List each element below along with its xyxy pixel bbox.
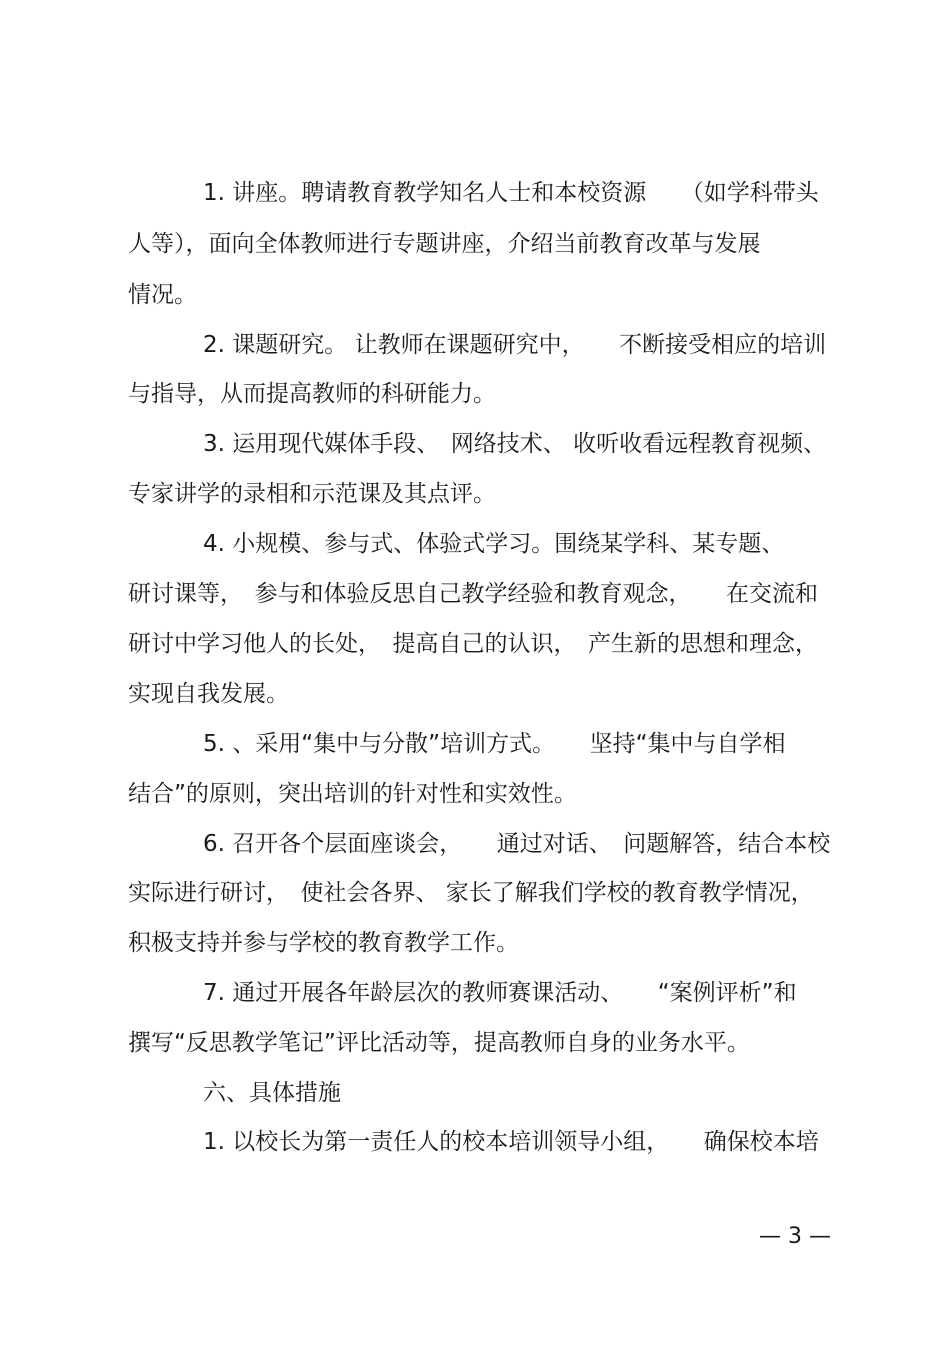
text-line: 研讨中学习他人的长处， 提高自己的认识， 产生新的思想和理念， [128,631,818,657]
section-heading: 六、具体措施 [203,1080,341,1106]
text-line: 专家讲学的录相和示范课及其点评。 [128,481,496,507]
text-line: 情况。 [128,282,197,308]
text-line: 人等），面向全体教师进行专题讲座，介绍当前教育改革与发展 [128,231,761,257]
text-line: 5. 、采用“集中与分散”培训方式。 坚持“集中与自学相 [203,731,786,757]
text-line: 研讨课等， 参与和体验反思自己教学经验和教育观念， 在交流和 [128,581,818,607]
text-line: 撰写“反思教学笔记”评比活动等，提高教师自身的业务水平。 [128,1030,750,1056]
text-line: 积极支持并参与学校的教育教学工作。 [128,930,519,956]
text-line: 实现自我发展。 [128,681,289,707]
text-line: 结合”的原则，突出培训的针对性和实效性。 [128,781,577,807]
text-line: 3. 运用现代媒体手段、 网络技术、 收听收看远程教育视频、 [203,431,827,457]
text-line: 实际进行研讨， 使社会各界、 家长了解我们学校的教育教学情况， [128,880,814,906]
text-line: 4. 小规模、参与式、体验式学习。围绕某学科、某专题、 [203,531,785,557]
text-line: 与指导，从而提高教师的科研能力。 [128,381,496,407]
text-line: 1. 以校长为第一责任人的校本培训领导小组， 确保校本培 [203,1129,819,1155]
text-line: 2. 课题研究。 让教师在课题研究中， 不断接受相应的培训 [203,332,827,358]
page-number: — 3 — [759,1224,831,1249]
text-line: 1. 讲座。聘请教育教学知名人士和本校资源 （如学科带头 [203,180,819,206]
text-line: 6. 召开各个层面座谈会， 通过对话、 问题解答，结合本校 [203,831,831,857]
text-line: 7. 通过开展各年龄层次的教师赛课活动、 “案例评析”和 [203,980,797,1006]
